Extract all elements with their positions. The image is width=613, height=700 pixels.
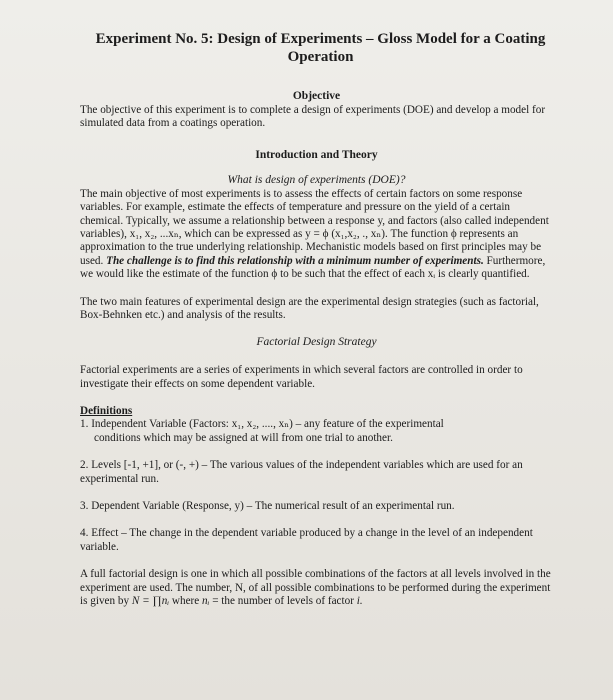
definition-1-line-2: conditions which may be assigned at will from one trial to another. [94,431,393,444]
intro-paragraph-1 [80,188,553,282]
intro-p1-challenge: The challenge is to find this relationship with a minimum number of experiments. [106,254,484,267]
definition-3: 3. Dependent Variable (Response, y) – The numerical result of an experimental run. [80,499,455,512]
ff-end: = the number of levels of factor [212,594,354,607]
objective-heading: Objective [292,90,341,102]
intro-paragraph-2: The two main features of experimental design are the experimental design strategies (such as factorial, Box-Behnken etc.) and analysis of the results. [80,295,539,322]
definition-2: 2. Levels [-1, +1], or (-, +) – The various values of the independent variables which are used for an experimental run. [80,459,523,485]
intro-p1-start: The main objective of most experiments is to assess the effects of certain factors on some response variables. For example, estimate the effects of temperature and pressure on the yield of a certain chemical. Typically, we assume a relationship between a response y, and factors (also called independent variables), x₁, x₂, ...xₙ, which can be expressed as y = ϕ (x₁,x₂, ., xₙ). The function ϕ represents an approximation to the true underlying relationship. Mechanistic models based on first principles may be used. [80,187,549,267]
definitions-heading: Definitions [80,405,133,418]
ff-mid: where [171,594,200,607]
definition-4: 4. Effect – The change in the dependent variable produced by a change in the level of an independent variable. [80,527,533,553]
intro-p1-end: Furthermore, we would like the estimate of the function ϕ to be such that the effect of each xᵢ is clearly quantified. [80,254,546,281]
ff-start: A full factorial design is one in which all possible combinations of the factors at all levels involved in the experiment are used. The number, N, of all possible combinations to be performed during the experiment is given by [80,568,551,607]
definition-1-line-1: 1. Independent Variable (Factors: x₁, x₂, ...., xₙ) – any feature of the experimental [80,418,444,431]
doe-question: What is design of experiments (DOE)? [227,173,406,186]
factorial-heading: Factorial Design Strategy [256,336,377,349]
ff-factor-symbol: i. [356,594,363,607]
title-line-1: Experiment No. 5: Design of Experiments – Gloss Model for a Coating [95,31,546,47]
ff-formula: N = ∏nᵢ [131,594,170,607]
factorial-text: Factorial experiments are a series of experiments in which several factors are controlled in order to investigate their effects on some dependent variable. [80,364,523,390]
title-line-2: Operation [287,49,354,65]
ff-formula-2: nᵢ [202,594,210,607]
full-factorial-text [80,568,553,608]
intro-heading: Introduction and Theory [255,148,378,161]
document-title [80,30,553,66]
objective-text: The objective of this experiment is to complete a design of experiments (DOE) and develop a model for simulated data from a coatings operation. [80,104,546,130]
